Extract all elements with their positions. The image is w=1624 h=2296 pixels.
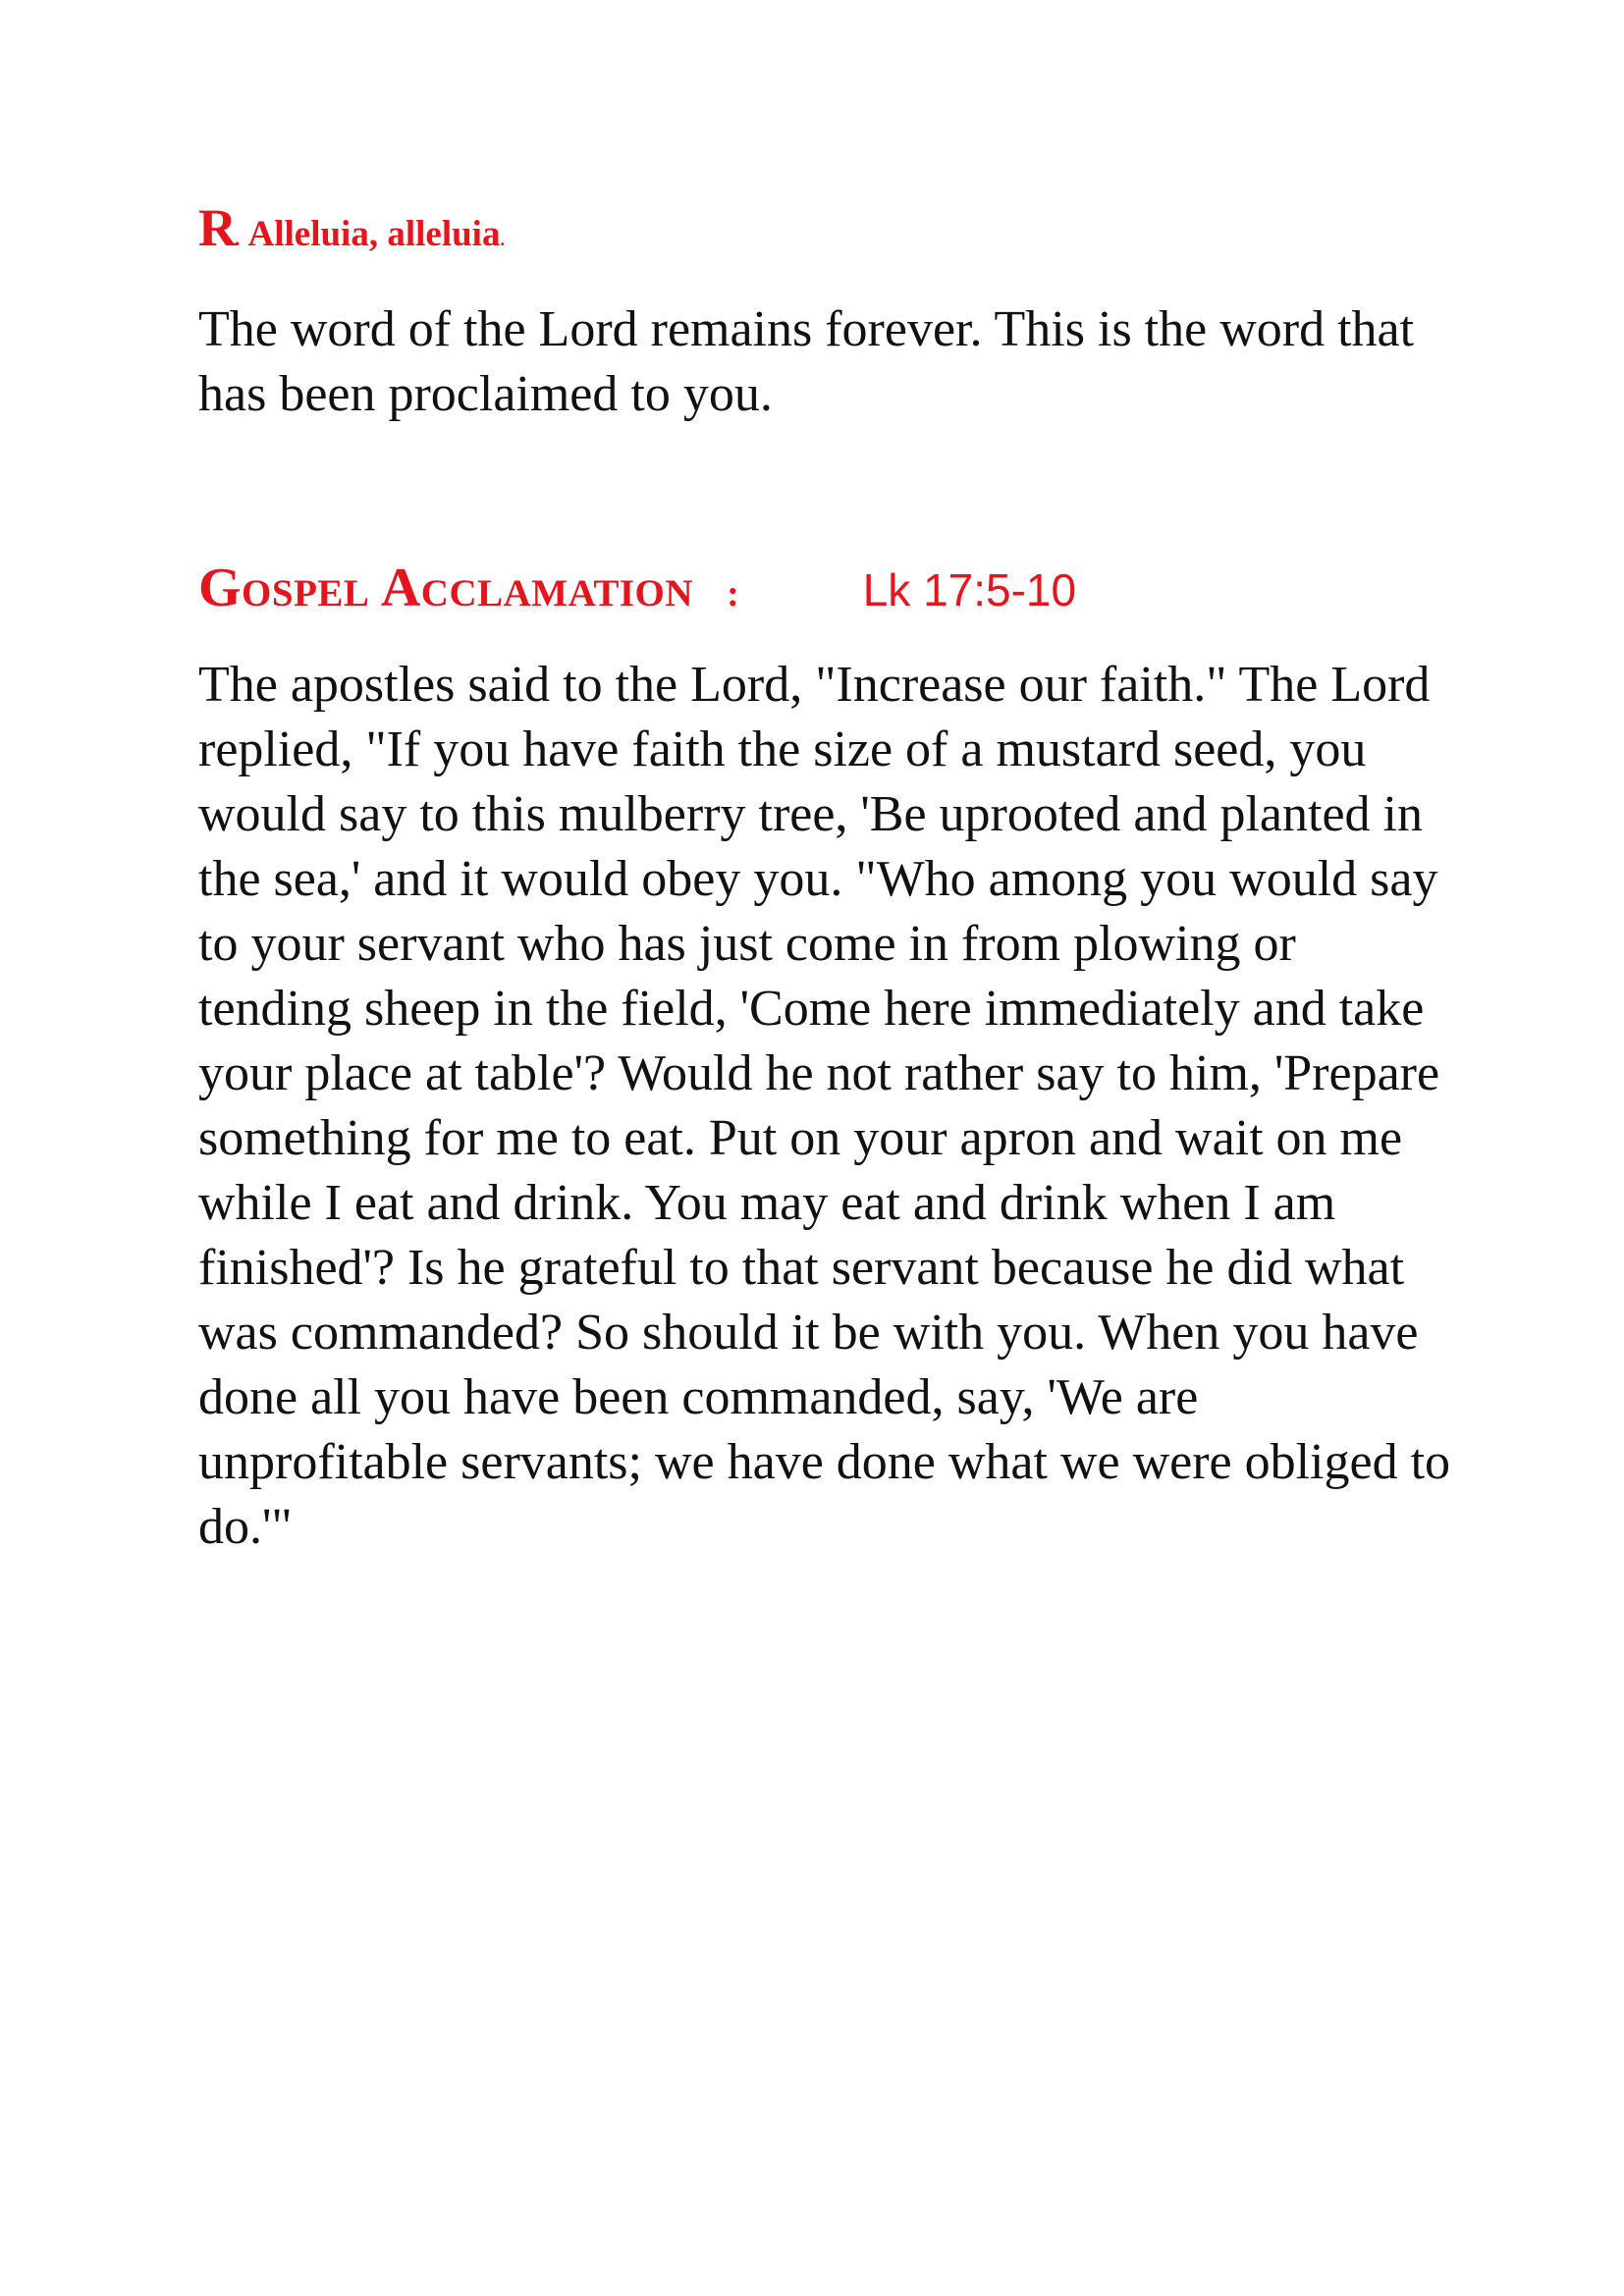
response-text: Alleluia, alleluia	[247, 214, 501, 254]
scripture-reference: Lk 17:5-10	[862, 563, 1077, 615]
response-end: .	[500, 230, 505, 249]
response-dot: .	[235, 226, 241, 250]
section-title: Gospel Acclamation	[198, 557, 694, 618]
response-letter: R	[198, 198, 235, 257]
gospel-text: The apostles said to the Lord, "Increase our faith." The Lord replied, "If you have faith the size of a mustard seed, you would say to this mulberry tree, 'Be uprooted and planted in the sea,' and it would obey you. "Who among you would say to your servant who has just come in from plowing or tending sheep in the field, 'Come here immediately and take your place at table'? Would he not rather say to him, 'Prepare something for me to eat. Put on your apron and wait on me while I eat and drink. You may eat and drink when I am finished'? Is he grateful to that servant because he did what was commanded? So should it be with you. When you have done all you have been commanded, say, 'We are unprofitable servants; we have done what we were obliged to do.'"	[198, 656, 1451, 1555]
acclamation-verse: The word of the Lord remains forever. This is the word that has been proclaimed to you.	[198, 300, 1415, 422]
section-heading	[198, 557, 1455, 625]
response-line	[198, 196, 1455, 260]
page-content	[198, 196, 1455, 1560]
section-colon: :	[727, 572, 739, 614]
